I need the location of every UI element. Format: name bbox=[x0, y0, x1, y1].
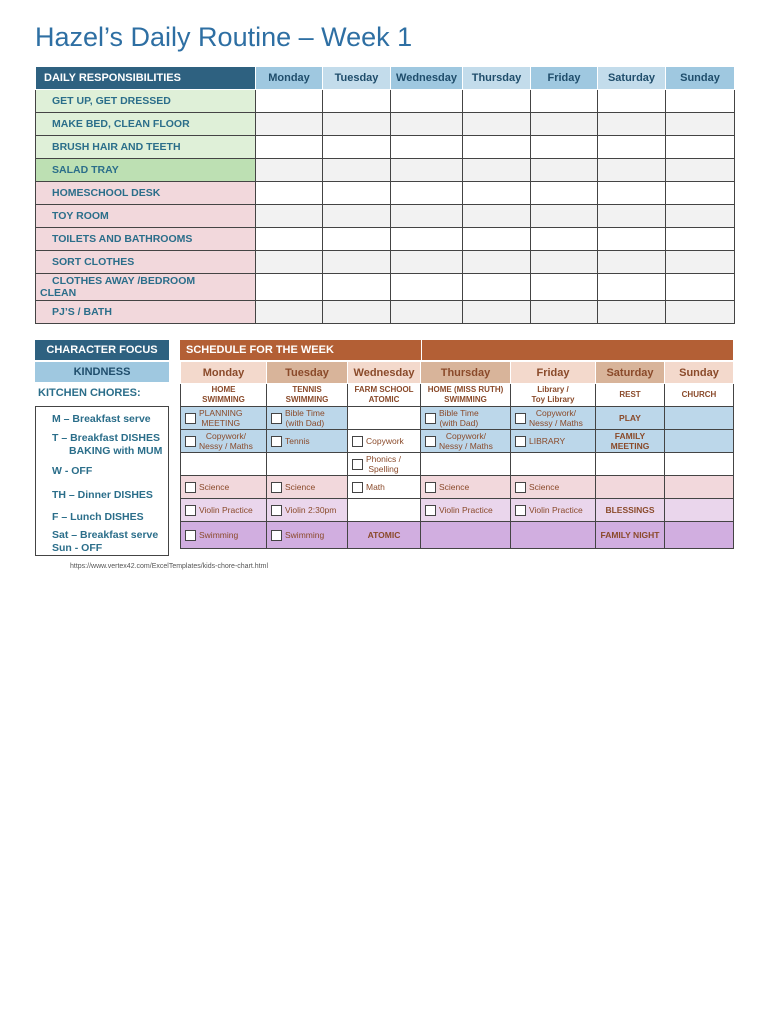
responsibility-check-cell[interactable] bbox=[531, 113, 598, 136]
day-header-tuesday: Tuesday bbox=[323, 67, 391, 90]
schedule-cell bbox=[511, 522, 596, 549]
responsibility-check-cell[interactable] bbox=[323, 136, 391, 159]
responsibility-check-cell[interactable] bbox=[531, 159, 598, 182]
checkbox[interactable] bbox=[271, 482, 282, 493]
schedule-main-friday: Library / Toy Library bbox=[511, 384, 596, 407]
schedule-cell: FAMILY MEETING bbox=[596, 430, 665, 453]
checkbox[interactable] bbox=[515, 436, 526, 447]
schedule-cell: Copywork/ Nessy / Maths bbox=[511, 407, 596, 430]
schedule-cell: PLAY bbox=[596, 407, 665, 430]
responsibility-check-cell[interactable] bbox=[391, 159, 463, 182]
schedule-day-saturday: Saturday bbox=[596, 362, 665, 384]
responsibility-check-cell[interactable] bbox=[323, 251, 391, 274]
schedule-main-thursday: HOME (MISS RUTH) SWIMMING bbox=[421, 384, 511, 407]
schedule-cell bbox=[348, 499, 421, 522]
schedule-cell: Swimming bbox=[181, 522, 267, 549]
responsibility-check-cell[interactable] bbox=[323, 228, 391, 251]
schedule-main-wednesday: FARM SCHOOL ATOMIC bbox=[348, 384, 421, 407]
chore-item: Sun - OFF bbox=[52, 542, 103, 554]
schedule-main-tuesday: TENNIS SWIMMING bbox=[267, 384, 348, 407]
schedule-cell: ATOMIC bbox=[348, 522, 421, 549]
schedule-cell bbox=[181, 453, 267, 476]
responsibility-check-cell[interactable] bbox=[323, 205, 391, 228]
schedule-cell: Math bbox=[348, 476, 421, 499]
responsibility-check-cell[interactable] bbox=[391, 228, 463, 251]
responsibility-check-cell[interactable] bbox=[463, 182, 531, 205]
checkbox[interactable] bbox=[425, 436, 436, 447]
chore-item: BAKING with MUM bbox=[69, 445, 163, 457]
responsibility-check-cell[interactable] bbox=[598, 274, 666, 301]
responsibility-check-cell[interactable] bbox=[666, 136, 735, 159]
schedule-cell bbox=[348, 407, 421, 430]
chore-item: W - OFF bbox=[52, 465, 93, 477]
responsibility-check-cell[interactable] bbox=[391, 205, 463, 228]
responsibility-check-cell[interactable] bbox=[531, 274, 598, 301]
checkbox[interactable] bbox=[515, 413, 526, 424]
schedule-day-tuesday: Tuesday bbox=[267, 362, 348, 384]
kitchen-chores-list bbox=[35, 406, 169, 556]
schedule-cell: Violin Practice bbox=[511, 499, 596, 522]
responsibility-check-cell[interactable] bbox=[531, 90, 598, 113]
schedule-title: SCHEDULE FOR THE WEEK bbox=[180, 340, 421, 360]
schedule-cell: Violin Practice bbox=[421, 499, 511, 522]
schedule-cell: Swimming bbox=[267, 522, 348, 549]
day-header-sunday: Sunday bbox=[666, 67, 735, 90]
chore-item: F – Lunch DISHES bbox=[52, 511, 144, 523]
responsibility-check-cell[interactable] bbox=[463, 159, 531, 182]
responsibility-check-cell[interactable] bbox=[666, 182, 735, 205]
responsibility-check-cell[interactable] bbox=[256, 301, 323, 324]
schedule-cell: Copywork bbox=[348, 430, 421, 453]
responsibility-check-cell[interactable] bbox=[256, 182, 323, 205]
schedule-cell bbox=[421, 522, 511, 549]
responsibility-check-cell[interactable] bbox=[531, 205, 598, 228]
responsibility-check-cell[interactable] bbox=[666, 113, 735, 136]
schedule-day-thursday: Thursday bbox=[421, 362, 511, 384]
responsibility-check-cell[interactable] bbox=[256, 90, 323, 113]
checkbox[interactable] bbox=[352, 459, 363, 470]
responsibility-check-cell[interactable] bbox=[323, 113, 391, 136]
schedule-cell bbox=[511, 453, 596, 476]
schedule-cell: Science bbox=[267, 476, 348, 499]
character-focus-title: CHARACTER FOCUS bbox=[35, 340, 169, 360]
schedule-cell: Violin 2:30pm bbox=[267, 499, 348, 522]
chore-item: TH – Dinner DISHES bbox=[52, 489, 153, 501]
checkbox[interactable] bbox=[185, 505, 196, 516]
responsibility-check-cell[interactable] bbox=[531, 251, 598, 274]
responsibility-check-cell[interactable] bbox=[531, 301, 598, 324]
responsibility-check-cell[interactable] bbox=[391, 90, 463, 113]
schedule-cell: Bible Time (with Dad) bbox=[421, 407, 511, 430]
responsibility-check-cell[interactable] bbox=[323, 90, 391, 113]
schedule-cell bbox=[665, 407, 734, 430]
kitchen-chores-label: KITCHEN CHORES: bbox=[38, 387, 141, 399]
responsibility-check-cell[interactable] bbox=[391, 136, 463, 159]
responsibilities-header: DAILY RESPONSIBILITIES bbox=[36, 67, 256, 90]
checkbox[interactable] bbox=[185, 436, 196, 447]
schedule-main-monday: HOME SWIMMING bbox=[181, 384, 267, 407]
schedule-day-wednesday: Wednesday bbox=[348, 362, 421, 384]
responsibility-check-cell[interactable] bbox=[391, 301, 463, 324]
responsibility-check-cell[interactable] bbox=[391, 182, 463, 205]
responsibility-check-cell[interactable] bbox=[256, 205, 323, 228]
responsibility-check-cell[interactable] bbox=[531, 136, 598, 159]
checkbox[interactable] bbox=[425, 482, 436, 493]
day-header-monday: Monday bbox=[256, 67, 323, 90]
day-header-thursday: Thursday bbox=[463, 67, 531, 90]
schedule-cell: Bible Time (with Dad) bbox=[267, 407, 348, 430]
responsibility-label: CLOTHES AWAY /BEDROOM CLEAN bbox=[36, 274, 256, 301]
responsibility-check-cell[interactable] bbox=[463, 205, 531, 228]
schedule-cell bbox=[421, 453, 511, 476]
schedule-cell bbox=[596, 453, 665, 476]
responsibility-check-cell[interactable] bbox=[256, 159, 323, 182]
checkbox[interactable] bbox=[185, 413, 196, 424]
schedule-day-sunday: Sunday bbox=[665, 362, 734, 384]
schedule-day-monday: Monday bbox=[181, 362, 267, 384]
responsibility-check-cell[interactable] bbox=[463, 301, 531, 324]
schedule-cell bbox=[665, 453, 734, 476]
responsibility-check-cell[interactable] bbox=[463, 90, 531, 113]
schedule-main-sunday: CHURCH bbox=[665, 384, 734, 407]
schedule-cell: BLESSINGS bbox=[596, 499, 665, 522]
responsibility-label: TOY ROOM bbox=[36, 205, 256, 228]
responsibility-check-cell[interactable] bbox=[531, 228, 598, 251]
checkbox[interactable] bbox=[515, 482, 526, 493]
schedule-cell bbox=[665, 522, 734, 549]
schedule-cell: Tennis bbox=[267, 430, 348, 453]
responsibility-check-cell[interactable] bbox=[598, 90, 666, 113]
responsibility-check-cell[interactable] bbox=[666, 205, 735, 228]
day-header-friday: Friday bbox=[531, 67, 598, 90]
schedule-table bbox=[180, 361, 734, 549]
responsibility-check-cell[interactable] bbox=[531, 182, 598, 205]
schedule-cell: Science bbox=[181, 476, 267, 499]
checkbox[interactable] bbox=[271, 413, 282, 424]
schedule-cell: Copywork/ Nessy / Maths bbox=[421, 430, 511, 453]
day-header-wednesday: Wednesday bbox=[391, 67, 463, 90]
responsibility-label: SORT CLOTHES bbox=[36, 251, 256, 274]
responsibility-check-cell[interactable] bbox=[256, 251, 323, 274]
checkbox[interactable] bbox=[271, 436, 282, 447]
responsibility-check-cell[interactable] bbox=[598, 301, 666, 324]
responsibility-check-cell[interactable] bbox=[666, 301, 735, 324]
schedule-cell: Science bbox=[421, 476, 511, 499]
responsibility-check-cell[interactable] bbox=[598, 251, 666, 274]
responsibility-label: SALAD TRAY bbox=[36, 159, 256, 182]
responsibility-check-cell[interactable] bbox=[391, 274, 463, 301]
responsibilities-table bbox=[35, 66, 735, 324]
schedule-cell bbox=[665, 476, 734, 499]
schedule-cell: LIBRARY bbox=[511, 430, 596, 453]
schedule-cell: Violin Practice bbox=[181, 499, 267, 522]
responsibility-check-cell[interactable] bbox=[666, 274, 735, 301]
schedule-day-friday: Friday bbox=[511, 362, 596, 384]
responsibility-check-cell[interactable] bbox=[323, 301, 391, 324]
checkbox[interactable] bbox=[425, 413, 436, 424]
responsibility-check-cell[interactable] bbox=[598, 182, 666, 205]
character-focus-value: KINDNESS bbox=[35, 362, 169, 382]
responsibility-check-cell[interactable] bbox=[323, 159, 391, 182]
schedule-cell bbox=[665, 430, 734, 453]
day-header-saturday: Saturday bbox=[598, 67, 666, 90]
responsibility-label: BRUSH HAIR AND TEETH bbox=[36, 136, 256, 159]
responsibility-check-cell[interactable] bbox=[463, 136, 531, 159]
responsibility-check-cell[interactable] bbox=[598, 136, 666, 159]
responsibility-label: HOMESCHOOL DESK bbox=[36, 182, 256, 205]
checkbox[interactable] bbox=[271, 530, 282, 541]
responsibility-label: TOILETS AND BATHROOMS bbox=[36, 228, 256, 251]
responsibility-check-cell[interactable] bbox=[256, 228, 323, 251]
schedule-header-bar bbox=[422, 340, 733, 360]
chore-item: Sat – Breakfast serve bbox=[52, 529, 159, 541]
schedule-cell bbox=[596, 476, 665, 499]
responsibility-check-cell[interactable] bbox=[256, 113, 323, 136]
responsibility-check-cell[interactable] bbox=[598, 113, 666, 136]
schedule-cell: Phonics / Spelling bbox=[348, 453, 421, 476]
footer-url[interactable]: https://www.vertex42.com/ExcelTemplates/kids-chore-chart.html bbox=[70, 563, 269, 570]
responsibility-check-cell[interactable] bbox=[391, 113, 463, 136]
responsibility-check-cell[interactable] bbox=[598, 228, 666, 251]
checkbox[interactable] bbox=[352, 436, 363, 447]
responsibility-check-cell[interactable] bbox=[666, 90, 735, 113]
responsibility-check-cell[interactable] bbox=[598, 205, 666, 228]
responsibility-check-cell[interactable] bbox=[391, 251, 463, 274]
responsibility-check-cell[interactable] bbox=[323, 182, 391, 205]
responsibility-check-cell[interactable] bbox=[666, 251, 735, 274]
chore-item: T – Breakfast DISHES bbox=[52, 432, 160, 444]
checkbox[interactable] bbox=[425, 505, 436, 516]
checkbox[interactable] bbox=[271, 505, 282, 516]
schedule-cell: FAMILY NIGHT bbox=[596, 522, 665, 549]
checkbox[interactable] bbox=[185, 530, 196, 541]
responsibility-check-cell[interactable] bbox=[666, 159, 735, 182]
schedule-cell: PLANNING MEETING bbox=[181, 407, 267, 430]
chore-item: M – Breakfast serve bbox=[52, 413, 151, 425]
responsibility-check-cell[interactable] bbox=[256, 274, 323, 301]
schedule-cell bbox=[665, 499, 734, 522]
responsibility-check-cell[interactable] bbox=[666, 228, 735, 251]
schedule-main-saturday: REST bbox=[596, 384, 665, 407]
checkbox[interactable] bbox=[185, 482, 196, 493]
checkbox[interactable] bbox=[352, 482, 363, 493]
checkbox[interactable] bbox=[515, 505, 526, 516]
responsibility-check-cell[interactable] bbox=[463, 251, 531, 274]
responsibility-label: PJ’S / BATH bbox=[36, 301, 256, 324]
responsibility-label: GET UP, GET DRESSED bbox=[36, 90, 256, 113]
page-title: Hazel’s Daily Routine – Week 1 bbox=[35, 22, 413, 52]
responsibility-label: MAKE BED, CLEAN FLOOR bbox=[36, 113, 256, 136]
responsibility-check-cell[interactable] bbox=[256, 136, 323, 159]
responsibility-check-cell[interactable] bbox=[323, 274, 391, 301]
responsibility-check-cell[interactable] bbox=[463, 228, 531, 251]
responsibility-check-cell[interactable] bbox=[463, 274, 531, 301]
responsibility-check-cell[interactable] bbox=[598, 159, 666, 182]
schedule-cell: Science bbox=[511, 476, 596, 499]
schedule-cell: Copywork/ Nessy / Maths bbox=[181, 430, 267, 453]
responsibility-check-cell[interactable] bbox=[463, 113, 531, 136]
schedule-cell bbox=[267, 453, 348, 476]
